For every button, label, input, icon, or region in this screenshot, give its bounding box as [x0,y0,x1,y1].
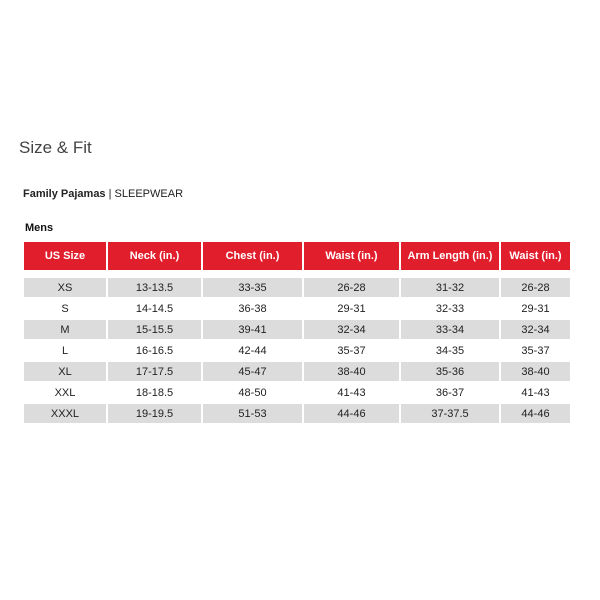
header-chest: Chest (in.) [203,242,302,270]
product-category: SLEEPWEAR [114,188,184,200]
table-spacer [24,272,570,276]
cell-waist: 38-40 [304,362,399,381]
header-neck: Neck (in.) [108,242,201,270]
cell-arm-length: 35-36 [401,362,499,381]
cell-chest: 48-50 [203,383,302,402]
section-label-mens: Mens [25,222,54,234]
table-row [24,404,570,423]
cell-neck: 14-14.5 [108,299,201,318]
cell-size: XL [24,362,106,381]
cell-size: S [24,299,106,318]
cell-waist-2: 35-37 [501,341,570,360]
cell-size: XS [24,278,106,297]
subtitle-separator: | [105,188,115,200]
cell-waist: 35-37 [304,341,399,360]
cell-chest: 33-35 [203,278,302,297]
cell-arm-length: 36-37 [401,383,499,402]
cell-size: XXL [24,383,106,402]
cell-arm-length: 37-37.5 [401,404,499,423]
cell-neck: 13-13.5 [108,278,201,297]
cell-neck: 15-15.5 [108,320,201,339]
cell-chest: 45-47 [203,362,302,381]
cell-arm-length: 31-32 [401,278,499,297]
cell-waist-2: 44-46 [501,404,570,423]
table-row [24,278,570,297]
page-title: Size & Fit [19,138,92,157]
cell-waist-2: 26-28 [501,278,570,297]
cell-size: L [24,341,106,360]
cell-neck: 16-16.5 [108,341,201,360]
brand-name: Family Pajamas [23,188,106,200]
size-chart-table [22,240,572,425]
table-row [24,362,570,381]
cell-neck: 18-18.5 [108,383,201,402]
table-row [24,341,570,360]
cell-neck: 17-17.5 [108,362,201,381]
cell-waist: 32-34 [304,320,399,339]
cell-waist: 29-31 [304,299,399,318]
cell-waist-2: 29-31 [501,299,570,318]
table-body [24,272,570,423]
cell-chest: 36-38 [203,299,302,318]
cell-waist: 44-46 [304,404,399,423]
product-subtitle [23,187,183,201]
cell-chest: 51-53 [203,404,302,423]
cell-arm-length: 33-34 [401,320,499,339]
cell-arm-length: 34-35 [401,341,499,360]
table-header-row [24,242,570,270]
cell-size: XXXL [24,404,106,423]
cell-waist-2: 38-40 [501,362,570,381]
cell-waist: 41-43 [304,383,399,402]
cell-neck: 19-19.5 [108,404,201,423]
table-row [24,299,570,318]
cell-size: M [24,320,106,339]
cell-waist-2: 32-34 [501,320,570,339]
header-arm-length: Arm Length (in.) [401,242,499,270]
cell-chest: 39-41 [203,320,302,339]
header-waist: Waist (in.) [304,242,399,270]
table-row [24,320,570,339]
cell-arm-length: 32-33 [401,299,499,318]
cell-waist-2: 41-43 [501,383,570,402]
header-us-size: US Size [24,242,106,270]
cell-waist: 26-28 [304,278,399,297]
cell-chest: 42-44 [203,341,302,360]
table-row [24,383,570,402]
header-waist-2: Waist (in.) [501,242,570,270]
